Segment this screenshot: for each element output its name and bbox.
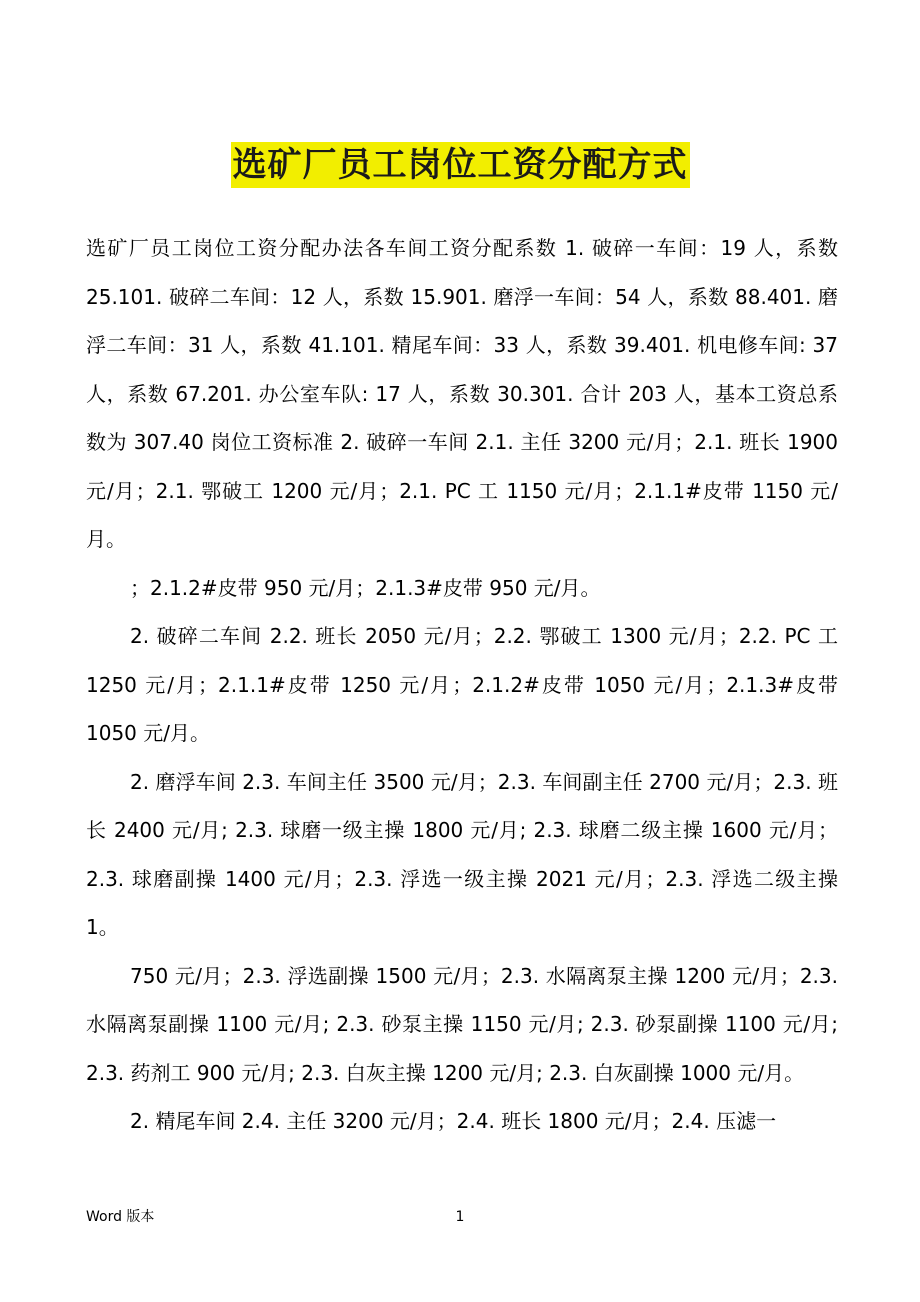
paragraph-2: ；2.1.2#皮带 950 元/月；2.1.3#皮带 950 元/月。 [130, 575, 601, 600]
paragraph-1: 选矿厂员工岗位工资分配办法各车间工资分配系数 1. 破碎一车间：19 人，系数 25.101. 破碎二车间：12 人，系数 15.901. 磨浮一车间：54 人，系数 88.401. 磨浮二车间：31 人，系数 41.101. 精尾车间：33 人，系数 39.401. 机电修车间: 37 人，系数 67.201. 办公室车队: 17 人，系数 30.301. 合计 203 人，基本工资总系数为 307.40 岗位工资标准 2. 破碎一车间 2.1. 主任 3200 元/月；2.1. 班长 1900 元/月；2.1. 鄂破工 1200 元/月；2.1. PC 工 1150 元/月；2.1.1#皮带 1150 元/月。 [86, 236, 838, 551]
paragraph-5: 750 元/月；2.3. 浮选副操 1500 元/月；2.3. 水隔离泵主操 1200 元/月；2.3. 水隔离泵副操 1100 元/月; 2.3. 砂泵主操 1150 元/月; 2.3. 砂泵副操 1100 元/月; 2.3. 药剂工 900 元/月; 2.3. 白灰主操 1200 元/月; 2.3. 白灰副操 1000 元/月。 [86, 963, 838, 1085]
paragraph-6: 2. 精尾车间 2.4. 主任 3200 元/月；2.4. 班长 1800 元/月；2.4. 压滤一 [130, 1109, 777, 1133]
footer-page-number: 1 [455, 1209, 465, 1225]
paragraph-4: 2. 磨浮车间 2.3. 车间主任 3500 元/月；2.3. 车间副主任 2700 元/月；2.3. 班长 2400 元/月; 2.3. 球磨一级主操 1800 元/月; 2.3. 球磨二级主操 1600 元/月；2.3. 球磨副操 1400 元/月；2.3. 浮选一级主操 2021 元/月；2.3. 浮选二级主操 1。 [86, 769, 838, 939]
paragraph-3: 2. 破碎二车间 2.2. 班长 2050 元/月；2.2. 鄂破工 1300 元/月；2.2. PC 工 1250 元/月；2.1.1#皮带 1250 元/月；2.1.2#皮带 1050 元/月；2.1.3#皮带 1050 元/月。 [86, 624, 838, 745]
title-container [0, 142, 920, 188]
document-title: 选矿厂员工岗位工资分配方式 [231, 142, 690, 188]
document-body [86, 224, 838, 1146]
footer-version-label: Word 版本 [86, 1209, 155, 1225]
